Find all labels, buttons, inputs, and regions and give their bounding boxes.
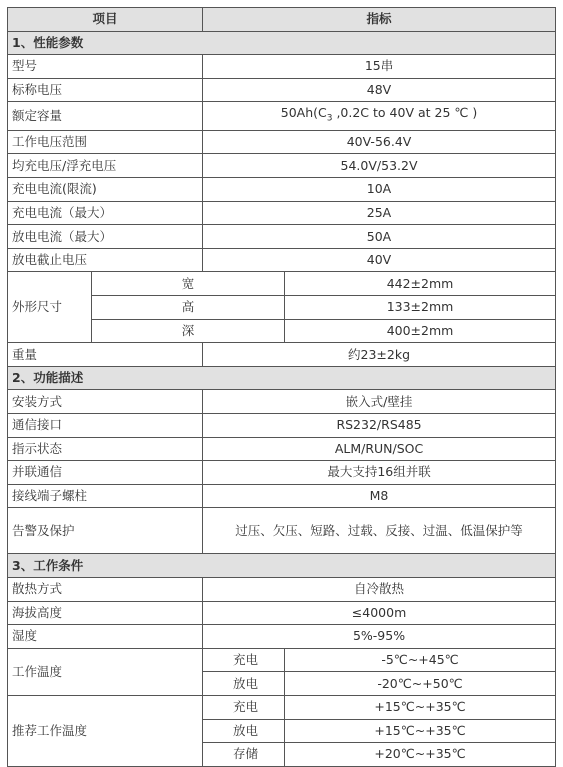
row-label: 通信接口 xyxy=(8,414,203,438)
row-value: RS232/RS485 xyxy=(203,414,556,438)
table-row xyxy=(8,130,556,154)
row-value: 嵌入式/壁挂 xyxy=(203,390,556,414)
table-row xyxy=(8,461,556,485)
capacity-prefix: 50Ah(C xyxy=(280,105,327,121)
row-value: 400±2mm xyxy=(285,319,556,343)
row-label: 工作电压范围 xyxy=(8,130,203,154)
row-label: 充电电流(限流) xyxy=(8,178,203,202)
table-row xyxy=(8,484,556,508)
section-row xyxy=(8,554,556,578)
row-label: 放电电流（最大） xyxy=(8,225,203,249)
row-value: +15℃~+35℃ xyxy=(285,719,556,743)
row-value xyxy=(203,102,556,131)
row-value: 442±2mm xyxy=(285,272,556,296)
row-value: 最大支持16组并联 xyxy=(203,461,556,485)
row-value: ALM/RUN/SOC xyxy=(203,437,556,461)
row-label: 标称电压 xyxy=(8,78,203,102)
table-row xyxy=(8,178,556,202)
sub-label: 充电 xyxy=(203,648,285,672)
row-value: 54.0V/53.2V xyxy=(203,154,556,178)
row-value: -5℃~+45℃ xyxy=(285,648,556,672)
table-header-row xyxy=(8,8,556,32)
row-label: 均充电压/浮充电压 xyxy=(8,154,203,178)
section-performance: 1、性能参数 xyxy=(8,31,556,55)
row-value: 15串 xyxy=(203,55,556,79)
row-label: 散热方式 xyxy=(8,577,203,601)
row-value: 10A xyxy=(203,178,556,202)
capacity-suffix: ,0.2C to 40V at 25 ℃ ) xyxy=(332,105,478,121)
row-label: 额定容量 xyxy=(8,102,203,131)
row-value: M8 xyxy=(203,484,556,508)
row-label: 海拔高度 xyxy=(8,601,203,625)
table-row xyxy=(8,272,556,296)
row-label-work-temp: 工作温度 xyxy=(8,648,203,695)
row-value: +20℃~+35℃ xyxy=(285,743,556,767)
table-row xyxy=(8,201,556,225)
row-label: 并联通信 xyxy=(8,461,203,485)
row-label: 充电电流（最大） xyxy=(8,201,203,225)
sub-label: 宽 xyxy=(92,272,285,296)
sub-label: 充电 xyxy=(203,695,285,719)
table-row xyxy=(8,78,556,102)
row-label-recommended-temp: 推荐工作温度 xyxy=(8,695,203,766)
table-row xyxy=(8,437,556,461)
table-row xyxy=(8,695,556,719)
row-value: 5%-95% xyxy=(203,625,556,649)
row-value: 50A xyxy=(203,225,556,249)
table-row xyxy=(8,414,556,438)
row-value: +15℃~+35℃ xyxy=(285,695,556,719)
table-row xyxy=(8,55,556,79)
sub-label: 存储 xyxy=(203,743,285,767)
row-value: 25A xyxy=(203,201,556,225)
section-conditions: 3、工作条件 xyxy=(8,554,556,578)
row-value: -20℃~+50℃ xyxy=(285,672,556,696)
section-function: 2、功能描述 xyxy=(8,366,556,390)
row-value: 自冷散热 xyxy=(203,577,556,601)
table-row xyxy=(8,577,556,601)
row-label: 告警及保护 xyxy=(8,508,203,554)
table-row xyxy=(8,625,556,649)
capacity-subscript: 3 xyxy=(326,113,333,124)
table-row xyxy=(8,601,556,625)
header-spec: 指标 xyxy=(203,8,556,32)
section-row xyxy=(8,366,556,390)
row-value: 40V-56.4V xyxy=(203,130,556,154)
header-item: 项目 xyxy=(8,8,203,32)
row-value: 133±2mm xyxy=(285,296,556,320)
row-label: 接线端子螺柱 xyxy=(8,484,203,508)
table-row xyxy=(8,248,556,272)
row-value: 48V xyxy=(203,78,556,102)
row-value: ≤4000m xyxy=(203,601,556,625)
table-row xyxy=(8,225,556,249)
sub-label: 高 xyxy=(92,296,285,320)
table-row xyxy=(8,154,556,178)
table-row xyxy=(8,102,556,131)
table-row xyxy=(8,390,556,414)
row-label-dimensions: 外形尺寸 xyxy=(8,272,92,343)
sub-label: 放电 xyxy=(203,719,285,743)
row-value: 40V xyxy=(203,248,556,272)
row-label: 湿度 xyxy=(8,625,203,649)
table-row xyxy=(8,508,556,554)
row-label: 型号 xyxy=(8,55,203,79)
table-row xyxy=(8,648,556,672)
row-label: 指示状态 xyxy=(8,437,203,461)
row-label: 放电截止电压 xyxy=(8,248,203,272)
row-label: 重量 xyxy=(8,343,203,367)
battery-spec-table xyxy=(7,7,556,767)
sub-label: 放电 xyxy=(203,672,285,696)
section-row xyxy=(8,31,556,55)
table-row xyxy=(8,343,556,367)
row-value: 约23±2kg xyxy=(203,343,556,367)
sub-label: 深 xyxy=(92,319,285,343)
row-value: 过压、欠压、短路、过载、反接、过温、低温保护等 xyxy=(203,508,556,554)
row-label: 安装方式 xyxy=(8,390,203,414)
